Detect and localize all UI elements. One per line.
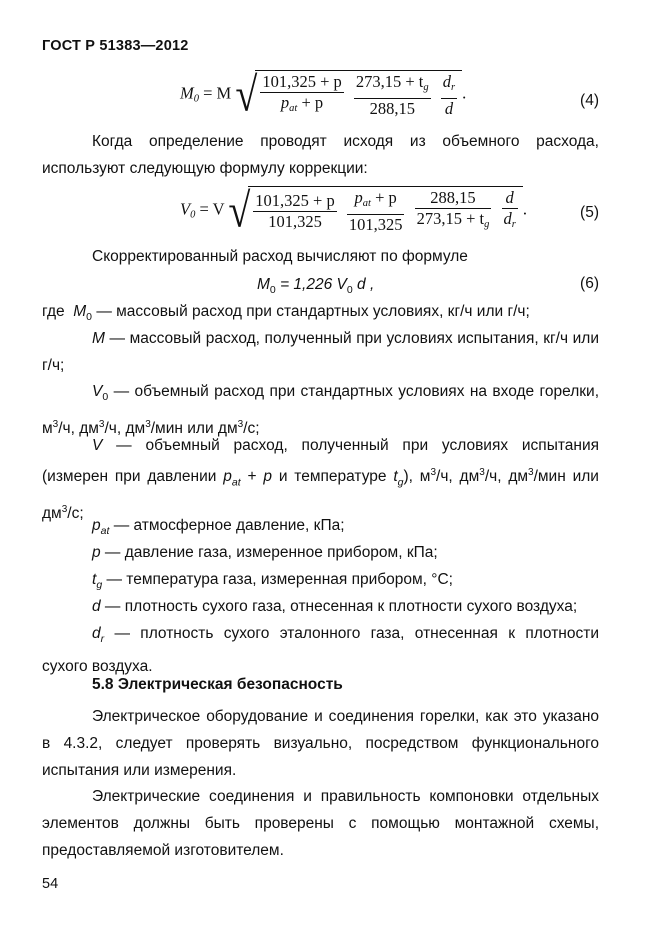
definition-dr: $d_r$ — плотность сухого эталонного газа, отнесенная к плотности сухого воздуха. (42, 625, 599, 676)
section-paragraph-2: Электрические соединения и правильность компоновки отдельных элементов должны быть проверены с помощью монтажной схемы, предоставляемой изготовителем. (42, 788, 599, 859)
formula-5-expression: $V_0 = V$ √ $\frac{101,325 + p}{101,325}$ $\frac{p_{at} + p}{101,325}$ $\frac{288,15}{273,15 + t_g}$ $\frac{d}{d_r}$ . (180, 182, 527, 237)
paragraph-corrected: Скорректированный расход вычисляют по формуле (92, 248, 468, 265)
definition-pat: $p_{at}$ — атмосферное давление, кПа; (92, 517, 345, 538)
definition-p: p — давление газа, измеренное прибором, кПа; (92, 544, 438, 561)
definition-tg: $t_g$ — температура газа, измеренная прибором, °С; (92, 571, 453, 592)
formula-5-number: (5) (580, 204, 599, 221)
definition-m: M — массовый расход, полученный при условиях испытания, кг/ч или г/ч; (42, 330, 599, 374)
formula-4 (0, 66, 661, 126)
definition-m0: где $M_0$ — массовый расход при стандартных условиях, кг/ч или г/ч; (42, 303, 530, 324)
radical-sign: √ $\frac{101,325 + p}{p_{at} + p}$ $\frac{273,15 + t_g}{288,15}$ $\frac{d_r}{d}$ (235, 70, 462, 119)
formula-4-expression: $M_0 = M$ √ $\frac{101,325 + p}{p_{at} + p}$ $\frac{273,15 + t_g}{288,15}$ $\frac{d_r}{d}$ . (180, 66, 467, 121)
page-number: 54 (42, 876, 59, 892)
formula-4-number: (4) (580, 92, 599, 109)
formula-6-number: (6) (580, 275, 599, 292)
formula-6 (0, 271, 661, 298)
definition-v: V — объемный расход, полученный при условиях испытания (измерен при давлении $p_{at} + p$ и температуре $t_g$), $м^3/ч$, $дм^3/ч$, $дм^3$/мин или $дм^3/с$; (42, 437, 599, 523)
section-title: 5.8 Электрическая безопасность (92, 676, 343, 693)
section-paragraph-1: Электрическое оборудование и соединения горелки, как это указано в 4.3.2, следует проверять визуально, посредством функционального испытания или измерения. (42, 708, 599, 779)
formula-6-expression: $M_0 = 1,226$ $V_0$ d , (257, 276, 375, 297)
radical-sign-5: √ $\frac{101,325 + p}{101,325}$ $\frac{p_{at} + p}{101,325}$ $\frac{288,15}{273,15 + t_g}$ $\frac{d}{d_r}$ (228, 186, 523, 235)
standard-header: ГОСТ Р 51383—2012 (42, 38, 189, 54)
paragraph-volume-intro: Когда определение проводят исходя из объемного расхода, используют следующую формулу коррекции: (42, 133, 599, 177)
definition-v0: $V_0$ — объемный расход при стандартных условиях на входе горелки, $м^3/ч$, $дм^3/ч$, $дм^3$/мин или $дм^3/с$; (42, 383, 599, 438)
formula-5 (0, 182, 661, 242)
definition-d: d — плотность сухого газа, отнесенная к плотности сухого воздуха; (92, 598, 578, 615)
